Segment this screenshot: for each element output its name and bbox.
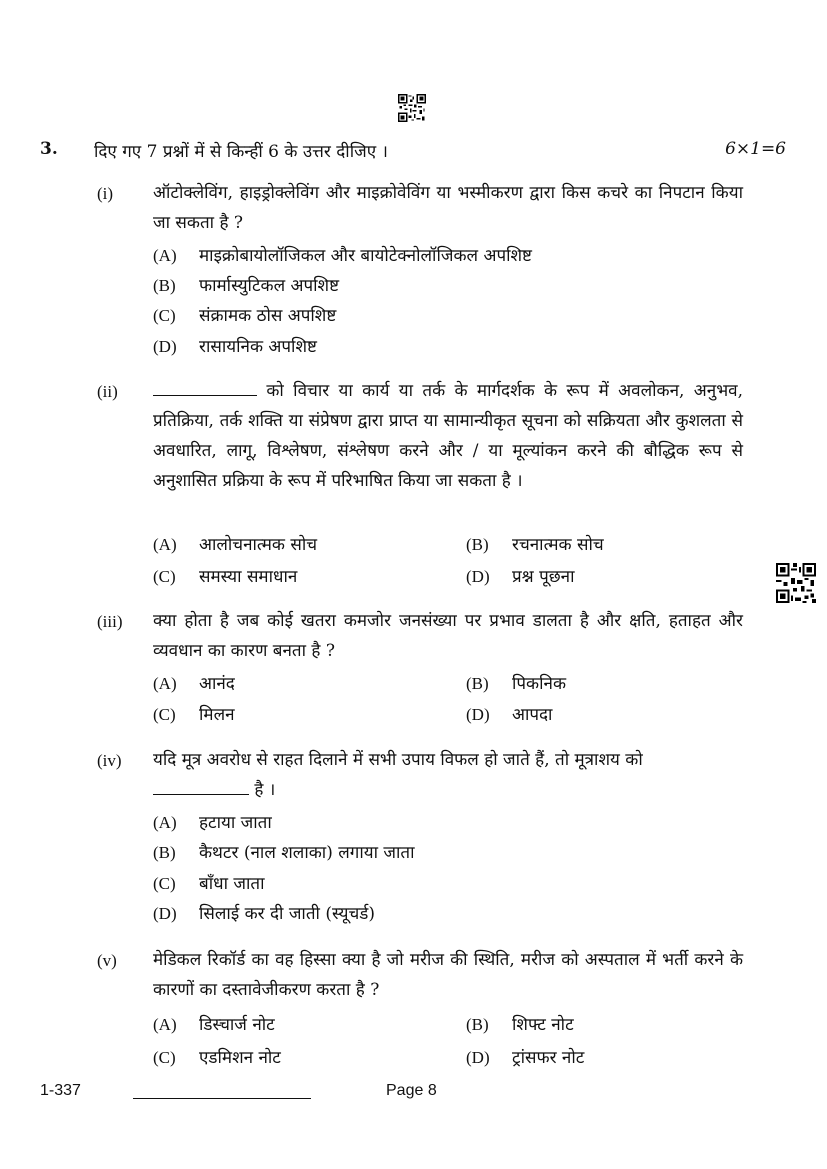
option-d[interactable] (153, 334, 317, 358)
option-label: (A) (153, 246, 177, 265)
option-text: डिस्चार्ज नोट (199, 1015, 275, 1035)
option-text: शिफ्ट नोट (512, 1015, 574, 1035)
option-a[interactable] (153, 1012, 275, 1036)
page-number: Page 8 (386, 1082, 437, 1099)
option-c[interactable] (153, 303, 336, 327)
option-text: आलोचनात्मक सोच (199, 535, 318, 555)
option-d[interactable] (466, 1045, 584, 1069)
sub-question-text: मेडिकल रिकॉर्ड का वह हिस्सा क्या है जो मरीज की स्थिति, मरीज को अस्पताल में भर्ती करने के कारणों का दस्तावेजीकरण करता है ? (153, 950, 743, 1000)
paper-code: 1-337 (40, 1082, 81, 1099)
option-label: (D) (466, 1048, 490, 1067)
option-text: रासायनिक अपशिष्ट (199, 337, 317, 357)
option-label: (B) (153, 843, 176, 862)
option-text: मिलन (199, 705, 235, 725)
option-b[interactable] (466, 532, 604, 556)
qr-code-icon (776, 563, 816, 603)
option-d[interactable] (153, 901, 375, 925)
option-b[interactable] (153, 273, 339, 297)
question-instruction: दिए गए 7 प्रश्नों में से किन्हीं 6 के उत्तर दीजिए । (94, 142, 388, 162)
sub-question-text: ऑटोक्लेविंग, हाइड्रोक्लेविंग और माइक्रोवेविंग या भस्मीकरण द्वारा किस कचरे का निपटान किया जा सकता है ? (153, 183, 743, 233)
answer-blank (153, 794, 249, 795)
option-label: (D) (466, 705, 490, 724)
option-d[interactable] (466, 702, 552, 726)
sub-question-text (153, 376, 743, 496)
option-label: (B) (466, 1015, 489, 1034)
sub-question-body: यदि मूत्र अवरोध से राहत दिलाने में सभी उपाय विफल हो जाते हैं, तो मूत्राशय को (153, 750, 643, 770)
footer-divider (133, 1098, 311, 1099)
sub-question-ending: है । (254, 780, 276, 800)
sub-question-text (153, 745, 743, 805)
option-label: (A) (153, 813, 177, 832)
option-b[interactable] (466, 671, 566, 695)
option-text: आनंद (199, 674, 235, 694)
option-label: (A) (153, 535, 177, 554)
option-c[interactable] (153, 871, 264, 895)
option-b[interactable] (153, 840, 415, 864)
option-label: (A) (153, 674, 177, 693)
option-label: (B) (153, 276, 176, 295)
option-a[interactable] (153, 671, 235, 695)
sub-question-number: (ii) (97, 382, 118, 401)
option-text: ट्रांसफर नोट (512, 1048, 585, 1068)
option-label: (C) (153, 705, 176, 724)
option-text: फार्मास्युटिकल अपशिष्ट (199, 276, 340, 296)
option-text: बाँधा जाता (199, 874, 265, 894)
option-label: (C) (153, 1048, 176, 1067)
option-b[interactable] (466, 1012, 574, 1036)
sub-question-number: (iii) (97, 612, 123, 631)
option-a[interactable] (153, 243, 532, 267)
option-d[interactable] (466, 564, 575, 588)
option-text: समस्या समाधान (199, 567, 298, 587)
option-a[interactable] (153, 810, 272, 834)
option-text: कैथटर (नाल शलाका) लगाया जाता (199, 843, 415, 863)
option-text: सिलाई कर दी जाती (स्यूचर्ड) (199, 904, 375, 924)
option-text: एडमिशन नोट (199, 1048, 281, 1068)
option-label: (C) (153, 567, 176, 586)
sub-question-text: क्या होता है जब कोई खतरा कमजोर जनसंख्या पर प्रभाव डालता है और क्षति, हताहत और व्यवधान का कारण बनता है ? (153, 611, 743, 661)
option-label: (A) (153, 1015, 177, 1034)
option-text: रचनात्मक सोच (512, 535, 604, 555)
option-c[interactable] (153, 564, 297, 588)
sub-question-number: (iv) (97, 751, 122, 770)
option-label: (D) (466, 567, 490, 586)
option-c[interactable] (153, 1045, 281, 1069)
option-label: (B) (466, 535, 489, 554)
sub-question-number: (v) (97, 951, 117, 970)
sub-question-number: (i) (97, 184, 114, 203)
sub-question-body: को विचार या कार्य या तर्क के मार्गदर्शक के रूप में अवलोकन, अनुभव, प्रतिक्रिया, तर्क शक्ति या संप्रेषण द्वारा प्राप्त या सामान्यीकृत सूचना को सक्रियता और कुशलता से अवधारित, लागू, विश्लेषण, संश्लेषण करने और / या मूल्यांकन करने की बौद्धिक रूप से अनुशासित प्रक्रिया के रूप में परिभाषित किया जा सकता है । (153, 381, 744, 491)
option-text: आपदा (512, 705, 553, 725)
option-text: पिकनिक (512, 674, 567, 694)
qr-code-icon (398, 94, 426, 122)
option-text: हटाया जाता (199, 813, 272, 833)
option-label: (D) (153, 904, 177, 923)
answer-blank (153, 395, 257, 396)
option-a[interactable] (153, 532, 317, 556)
option-label: (D) (153, 337, 177, 356)
option-text: संक्रामक ठोस अपशिष्ट (199, 306, 337, 326)
option-text: प्रश्न पूछना (512, 567, 575, 587)
question-number: 3. (40, 139, 58, 159)
option-text: माइक्रोबायोलॉजिकल और बायोटेक्नोलॉजिकल अपशिष्ट (199, 246, 532, 266)
option-label: (C) (153, 306, 176, 325)
question-marks: 6×1=6 (725, 139, 786, 159)
option-c[interactable] (153, 702, 235, 726)
option-label: (B) (466, 674, 489, 693)
option-label: (C) (153, 874, 176, 893)
